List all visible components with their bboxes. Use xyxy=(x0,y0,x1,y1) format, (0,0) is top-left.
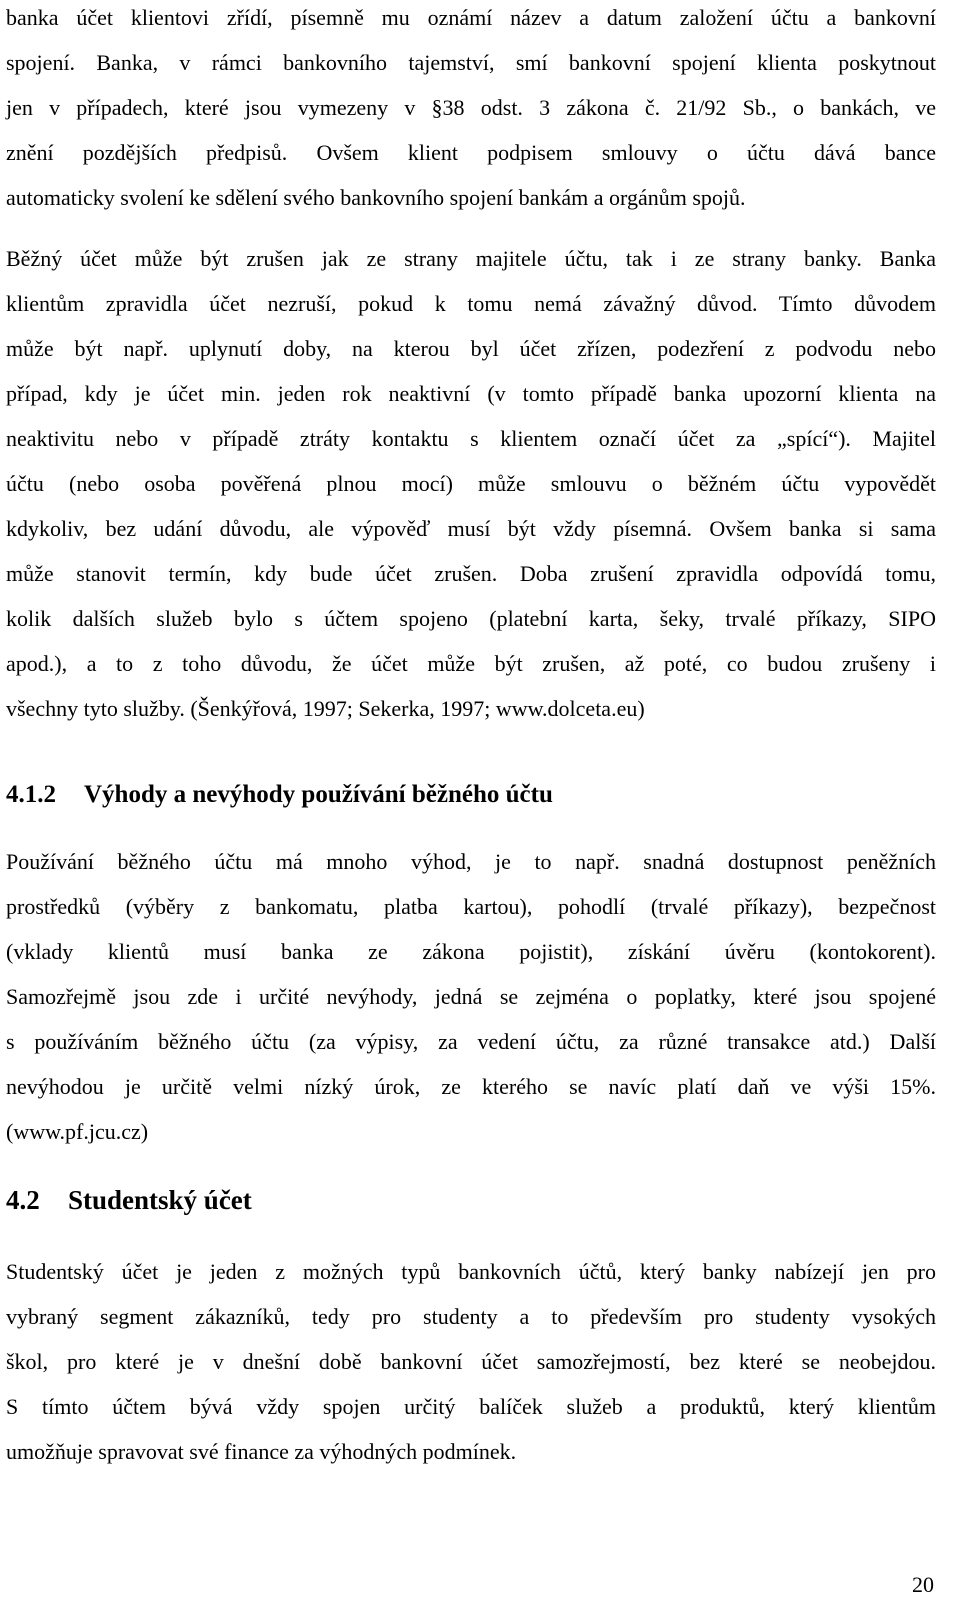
section-number: 4.1.2 xyxy=(6,781,56,808)
text-line: jen v případech, které jsou vymezeny v §38 odst. 3 zákona č. 21/92 Sb., o bankách, ve xyxy=(6,95,936,120)
text-line: účtu (nebo osoba pověřená plnou mocí) může smlouvu o běžném účtu vypovědět xyxy=(6,471,936,496)
text-line: Běžný účet může být zrušen jak ze strany majitele účtu, tak i ze strany banky. Banka xyxy=(6,246,936,271)
text-line: může stanovit termín, kdy bude účet zrušen. Doba zrušení zpravidla odpovídá tomu, xyxy=(6,561,936,586)
text-line: Samozřejmě jsou zde i určité nevýhody, jedná se zejména o poplatky, které jsou spojené xyxy=(6,984,936,1009)
text-line: případ, kdy je účet min. jeden rok neaktivní (v tomto případě banka upozorní klienta na xyxy=(6,381,936,406)
text-line: znění pozdějších předpisů. Ovšem klient podpisem smlouvy o účtu dává bance xyxy=(6,140,936,165)
text-line: všechny tyto služby. (Šenkýřová, 1997; Sekerka, 1997; www.dolceta.eu) xyxy=(6,696,645,721)
text-line: kolik dalších služeb bylo s účtem spojeno (platební karta, šeky, trvalé příkazy, SIPO xyxy=(6,606,936,631)
text-line: (www.pf.jcu.cz) xyxy=(6,1119,149,1144)
text-line: neaktivitu nebo v případě ztráty kontaktu s klientem označí účet za „spící“). Majitel xyxy=(6,426,936,451)
paragraph-student-account xyxy=(6,1249,936,1474)
paragraph-account-closing xyxy=(6,236,936,731)
text-line: vybraný segment zákazníků, tedy pro studenty a to především pro studenty vysokých xyxy=(6,1304,936,1329)
section-number: 4.2 xyxy=(6,1185,40,1215)
text-line: banka účet klientovi zřídí, písemně mu oznámí název a datum založení účtu a bankovní xyxy=(6,5,936,30)
text-line: s používáním běžného účtu (za výpisy, za vedení účtu, za různé transakce atd.) Další xyxy=(6,1029,936,1054)
text-line: klientům zpravidla účet nezruší, pokud k tomu nemá závažný důvod. Tímto důvodem xyxy=(6,291,936,316)
text-line: apod.), a to z toho důvodu, že účet může být zrušen, až poté, co budou zrušeny i xyxy=(6,651,936,676)
section-heading-4-1-2 xyxy=(6,775,553,815)
paragraph-account-opening xyxy=(6,0,936,220)
text-line: automaticky svolení ke sdělení svého bankovního spojení bankám a orgánům spojů. xyxy=(6,185,746,210)
section-title: Výhody a nevýhody používání běžného účtu xyxy=(84,781,553,808)
text-line: Používání běžného účtu má mnoho výhod, je to např. snadná dostupnost peněžních xyxy=(6,849,936,874)
text-line: nevýhodou je určitě velmi nízký úrok, ze kterého se navíc platí daň ve výši 15%. xyxy=(6,1074,936,1099)
text-line: Studentský účet je jeden z možných typů bankovních účtů, který banky nabízejí jen pro xyxy=(6,1259,936,1284)
text-line: umožňuje spravovat své finance za výhodných podmínek. xyxy=(6,1439,517,1464)
text-line: spojení. Banka, v rámci bankovního tajemství, smí bankovní spojení klienta poskytnout xyxy=(6,50,936,75)
text-line: S tímto účtem bývá vždy spojen určitý balíček služeb a produktů, který klientům xyxy=(6,1394,936,1419)
text-line: prostředků (výběry z bankomatu, platba kartou), pohodlí (trvalé příkazy), bezpečnost xyxy=(6,894,936,919)
text-line: kdykoliv, bez udání důvodu, ale výpověď musí být vždy písemná. Ovšem banka si sama xyxy=(6,516,936,541)
section-title: Studentský účet xyxy=(68,1185,252,1215)
text-line: škol, pro které je v dnešní době bankovní účet samozřejmostí, bez které se neobejdou. xyxy=(6,1349,936,1374)
paragraph-advantages xyxy=(6,839,936,1154)
text-line: může být např. uplynutí doby, na kterou byl účet zřízen, podezření z podvodu nebo xyxy=(6,336,936,361)
section-heading-4-2 xyxy=(6,1180,252,1220)
text-line: (vklady klientů musí banka ze zákona pojistit), získání úvěru (kontokorent). xyxy=(6,939,936,964)
page-number: 20 xyxy=(912,1572,934,1597)
